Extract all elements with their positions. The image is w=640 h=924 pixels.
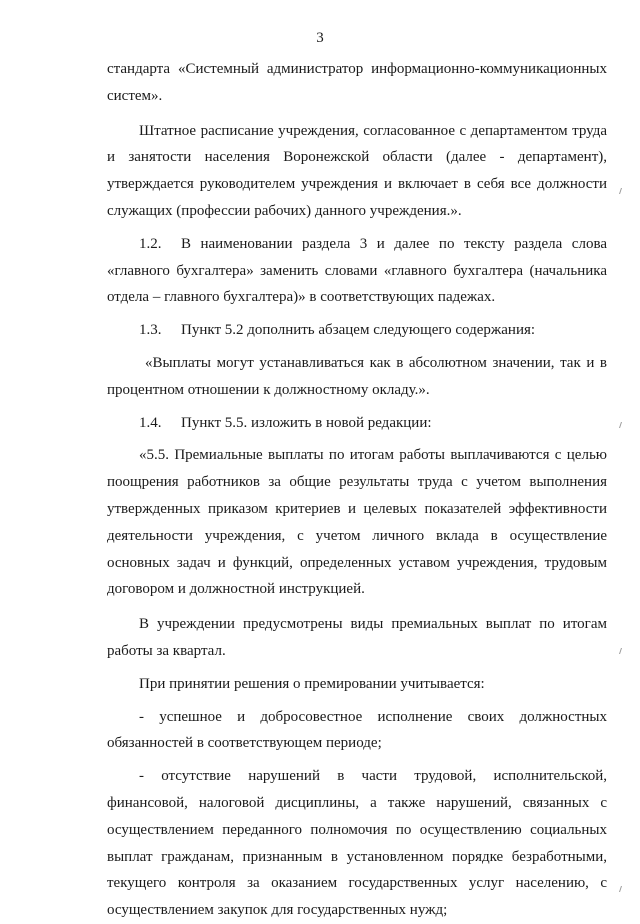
paragraph-5-5-bonus: «5.5. Премиальные выплаты по итогам работы выплачиваются с целью поощрения работников за общие результаты труда с учетом выполнения утвержденных приказом критериев и целевых показателей эффективности деятельности учреждения, с учетом личного вклада в осуществление основных задач и функций, определенных уставом учреждения, трудовым договором и должностной инструкцией. [107, 447, 607, 598]
margin-mark [619, 422, 624, 428]
list-item-duties: - успешное и добросовестное исполнение своих должностных обязанностей в соответствующем периоде; [107, 708, 607, 752]
item-1-4 [107, 410, 607, 437]
item-number: 1.3. [139, 322, 162, 339]
item-number: 1.2. [139, 235, 162, 252]
document-body [107, 56, 607, 924]
paragraph-staff-schedule: Штатное расписание учреждения, согласованное с департаментом труда и занятости населения Воронежской области (далее - департамент), утверждается руководителем учреждения и включает в себя все должности служащих (профессии рабочих) данного учреждения.». [107, 122, 607, 219]
margin-mark [619, 648, 624, 654]
margin-mark [619, 188, 624, 194]
list-item-no-violations: - отсутствие нарушений в части трудовой, исполнительской, финансовой, налоговой дисциплины, а также нарушений, связанных с осуществлением переданного полномочия по осуществлению социальных выплат гражданам, признанным в установленном порядке безработными, текущего контроля за оказанием государственных услуг населению, с осуществлением закупок для государственных нужд; [107, 768, 607, 919]
item-1-2 [107, 231, 607, 311]
item-text: В наименовании раздела 3 и далее по тексту раздела слова «главного бухгалтера» заменить словами «главного бухгалтера (начальника отдела – главного бухгалтера)» в соответствующих падежах. [107, 235, 607, 306]
paragraph-standard-continuation: стандарта «Системный администратор информационно-коммуникационных систем». [107, 61, 607, 104]
item-text: Пункт 5.2 дополнить абзацем следующего содержания: [181, 322, 536, 339]
page-number: 3 [316, 30, 324, 46]
paragraph-bonus-types: В учреждении предусмотрены виды премиальных выплат по итогам работы за квартал. [107, 616, 607, 659]
paragraph-bonus-criteria: При принятии решения о премировании учитывается: [139, 675, 485, 692]
paragraph-payments-quote: «Выплаты могут устанавливаться как в абсолютном значении, так и в процентном отношении к должностному окладу.». [107, 354, 607, 398]
margin-mark [619, 886, 624, 892]
item-1-3 [107, 317, 607, 344]
item-text: Пункт 5.5. изложить в новой редакции: [181, 414, 432, 431]
item-number: 1.4. [139, 414, 162, 431]
